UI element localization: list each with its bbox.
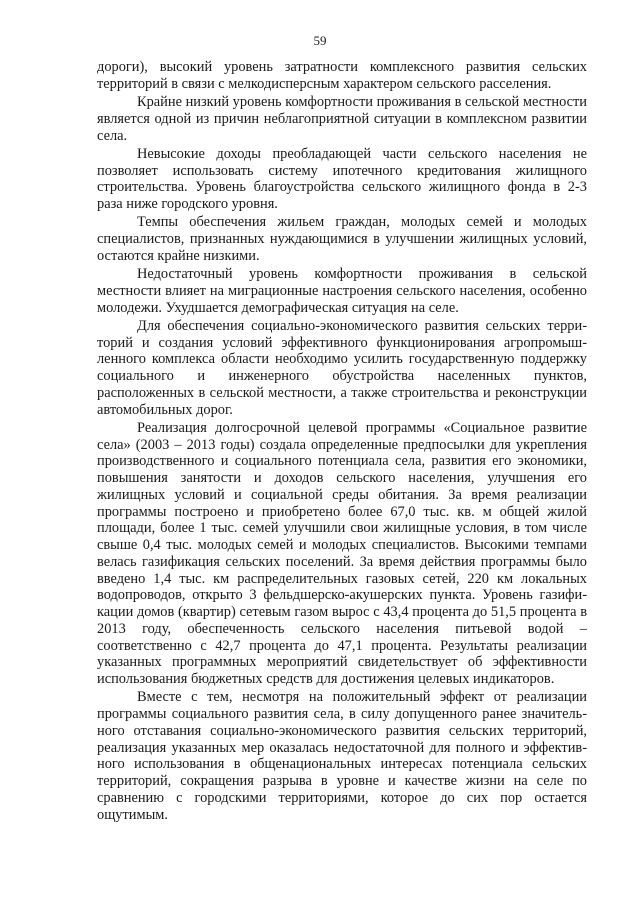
- paragraph-continuation: дороги), высокий уровень затратности комплексного развития сельских территорий в связи с мелкодисперсным характером сельского расселения.: [97, 59, 587, 92]
- paragraph-income-mortgage: Невысокие доходы преобладающей части сельского населения не позволяет использовать систему ипотечного кредитования жилищного строительства. Уровень благоустройства сельского жилищного фонда в 2-3 раза ниже городского уровня.: [97, 145, 587, 212]
- document-body: [97, 59, 587, 823]
- paragraph-conclusion: Вместе с тем, несмотря на положительный эффект от реализации программы социального развития села, в силу допущенного ранее значительного отставания социально-экономического развития сельских территорий, реализация указанных мер оказалась недостаточной для полного и эффективного использования в общенациональных интересах потенциала сельских территорий, сокращения разрыва в уровне и качестве жизни на селе по сравнению с городскими территориями, которое до сих пор остается ощутимым.: [97, 689, 587, 823]
- paragraph-comfort-level: Крайне низкий уровень комфортности проживания в сельской местности является одной из причин неблагоприятной ситуации в комплексном развитии села.: [97, 94, 587, 144]
- paragraph-state-support: Для обеспечения социально-экономического развития сельских территорий и создания условий эффективного функционирования агропромышленного комплекса области необходимо усилить государственную поддержку социального и инженерного обустройства населенных пунктов, расположенных в сельской местности, а также строительства и реконструкции автомобильных дорог.: [97, 317, 587, 418]
- page-number: 59: [313, 33, 327, 48]
- paragraph-housing-rates: Темпы обеспечения жильем граждан, молодых семей и молодых специалистов, признанных нуждающимися в улучшении жилищных условий, остаются крайне низкими.: [97, 214, 587, 264]
- paragraph-migration: Недостаточный уровень комфортности проживания в сельской местности влияет на миграционные настроения сельского населения, особенно молодежи. Ухудшается демографическая ситуация на селе.: [97, 266, 587, 316]
- paragraph-program-results: Реализация долгосрочной целевой программы «Социальное развитие села» (2003 – 2013 годы) создала определенные предпосылки для укрепления производственного и социального потенциала села, развития его экономики, повышения занятости и доходов сельского населения, улучшения его жилищных условий и социальной среды обитания. За время реализации программы построено и приобретено более 67,0 тыс. кв. м общей жилой площади, более 1 тыс. семей улучшили свои жилищные условия, в том числе свыше 0,4 тыс. молодых семей и молодых специалистов. Высокими темпами велась газификация сельских поселений. За время действия программы было введено 1,4 тыс. км распределительных газовых сетей, 220 км локальных водопроводов, открыто 3 фельдшерско-акушерских пункта. Уровень газификации домов (квартир) сетевым газом вырос с 43,4 процента до 51,5 процента в 2013 году, обеспеченность сельского населения питьевой водой – соответственно с 42,7 процента до 47,1 процента. Результаты реализации указанных программных мероприятий свидетельствует об эффективности использования бюджетных средств для достижения целевых индикаторов.: [97, 419, 587, 687]
